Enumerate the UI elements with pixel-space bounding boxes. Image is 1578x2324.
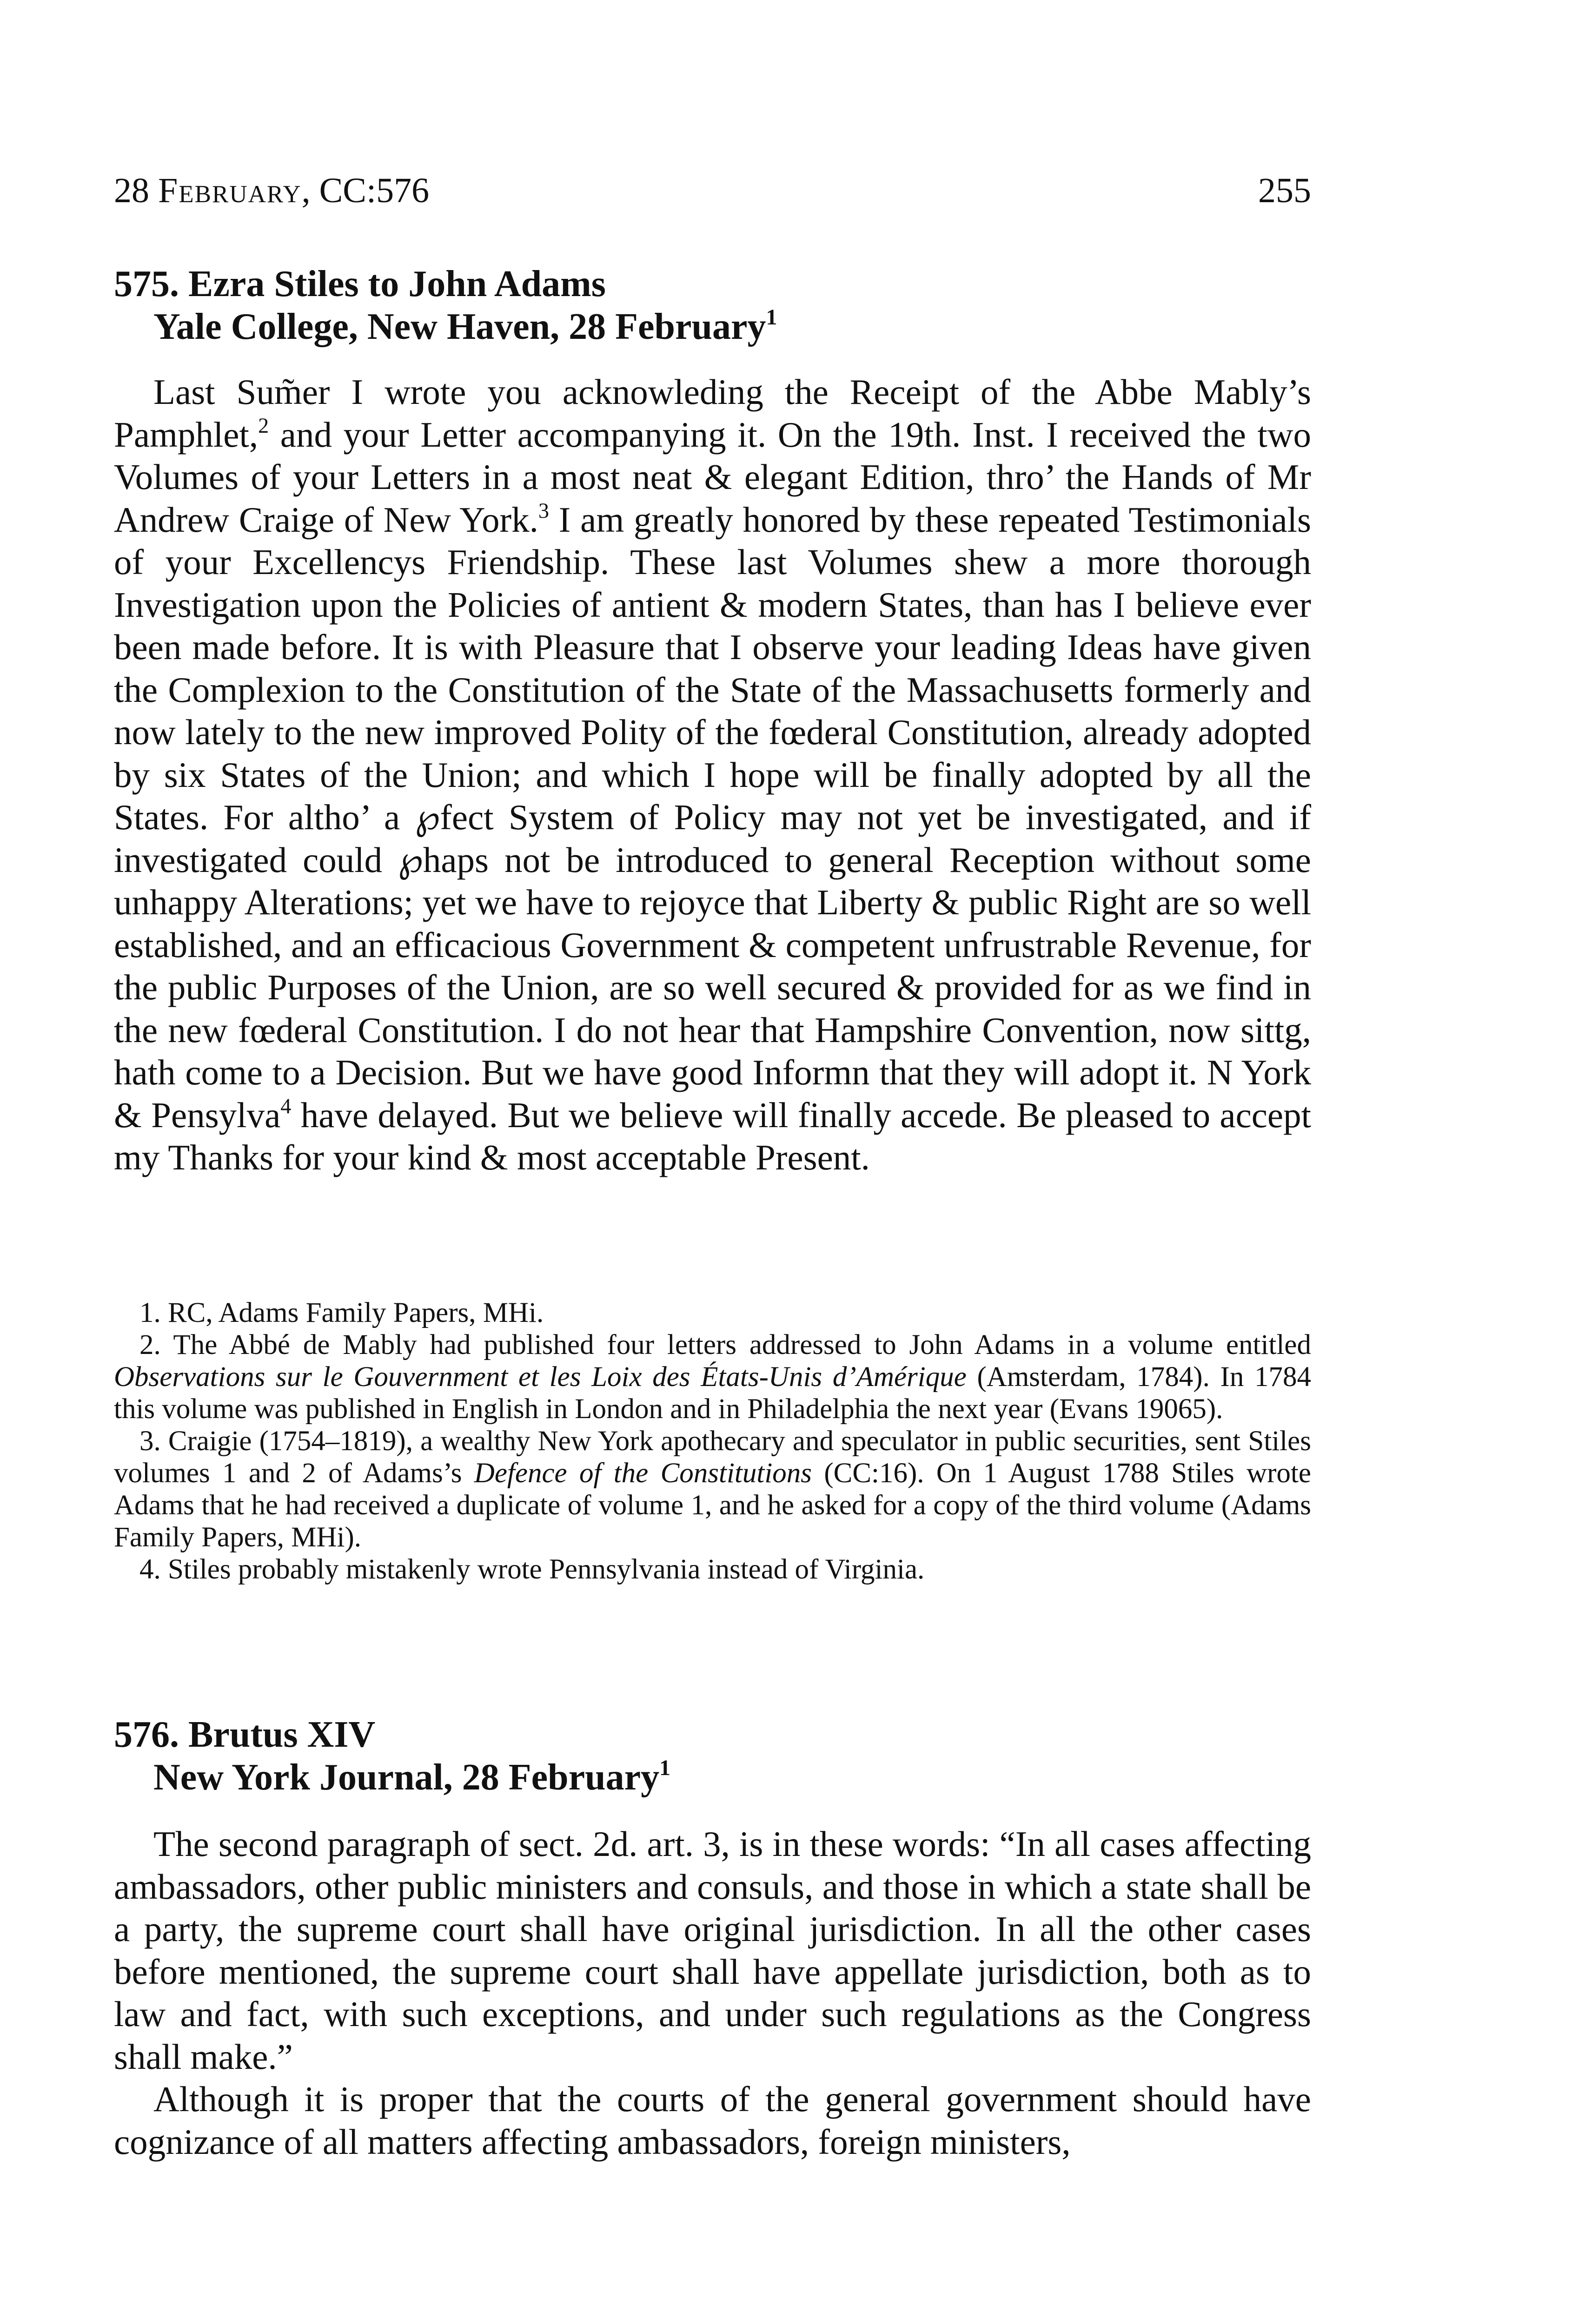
entry-576-heading	[114, 1713, 1311, 1799]
footnote-3: 3. Craigie (1754–1819), a wealthy New York apothecary and speculator in public securities, sent Stiles volumes 1 and 2 of Adams’s Defence of the Constitutions (CC:16). On 1 August 1788 Stiles wrote Adams that he had received a duplicate of volume 1, and he asked for a copy of the third volume (Adams Family Papers, MHi).	[114, 1426, 1311, 1553]
entry-575-footnotes	[114, 1297, 1311, 1585]
entry-576-place-date: New York Journal, 28 February$^1$	[153, 1755, 671, 1798]
page-number: 255	[1258, 171, 1311, 210]
essay-paragraph-1: The second paragraph of sect. 2d. art. 3, is in these words: “In all cases affecting ambassadors, other public ministers and consuls, and those in which a state shall be a party, the supreme court shall have original jurisdiction. In all the other cases before mentioned, the supreme court shall have appellate jurisdiction, both as to law and fact, with such exceptions, and under such regulations as the Congress shall make.”	[114, 1824, 1311, 2077]
running-head	[114, 170, 1311, 211]
essay-paragraph-2: Although it is proper that the courts of the general government should have cognizance of all matters affecting ambassadors, foreign ministers,	[114, 2079, 1311, 2162]
entry-575-place-date: Yale College, New Haven, 28 February$^1$	[153, 304, 777, 347]
footnote-4: 4. Stiles probably mistakenly wrote Pennsylvania instead of Virginia.	[139, 1554, 925, 1585]
entry-575-heading	[114, 263, 1311, 348]
letter-paragraph: Last Sum̃er I wrote you acknowleding the Receipt of the Abbe Mably’s Pamphlet,$^2$ and your Letter accompanying it. On the 19th. Inst. I received the two Volumes of your Letters in a most neat & elegant Edition, thro’ the Hands of Mr Andrew Craige of New York.$^3$ I am greatly honored by these repeated Testimonials of your Excellencys Friendship. These last Volumes shew a more thorough Investigation upon the Policies of antient & modern States, than has I believe ever been made before. It is with Pleasure that I observe your leading Ideas have given the Complexion to the Constitution of the State of the Massachusetts formerly and now lately to the new improved Polity of the fœderal Constitution, already adopted by six States of the Union; and which I hope will be finally adopted by all the States. For altho’ a ℘fect System of Policy may not yet be investigated, and if investigated could ℘haps not be introduced to general Reception without some unhappy Alterations; yet we have to rejoyce that Liberty & public Right are so well established, and an efficacious Government & competent unfrustrable Revenue, for the public Purposes of the Union, are so well secured & provided for as we find in the new fœderal Constitution. I do not hear that Hampshire Convention, now sittg, hath come to a Decision. But we have good Informn that they will adopt it. N York & Pensylva$^4$ have delayed. But we believe will finally accede. Be pleased to accept my Thanks for your kind & most acceptable Present.	[114, 372, 1311, 1177]
running-head-title: 28 February, CC:576	[114, 171, 430, 210]
entry-576-text	[114, 1823, 1311, 2163]
entry-575-title: 575. Ezra Stiles to John Adams	[114, 264, 606, 304]
entry-575-letter-text	[114, 371, 1311, 1179]
footnote-1: 1. RC, Adams Family Papers, MHi.	[139, 1297, 544, 1328]
entry-576-title: 576. Brutus XIV	[114, 1714, 376, 1755]
footnote-2: 2. The Abbé de Mably had published four letters addressed to John Adams in a volume entitled Observations sur le Gouvernment et les Loix des États-Unis d’Amérique (Amsterdam, 1784). In 1784 this volume was published in English in London and in Philadelphia the next year (Evans 19065).	[114, 1329, 1311, 1425]
